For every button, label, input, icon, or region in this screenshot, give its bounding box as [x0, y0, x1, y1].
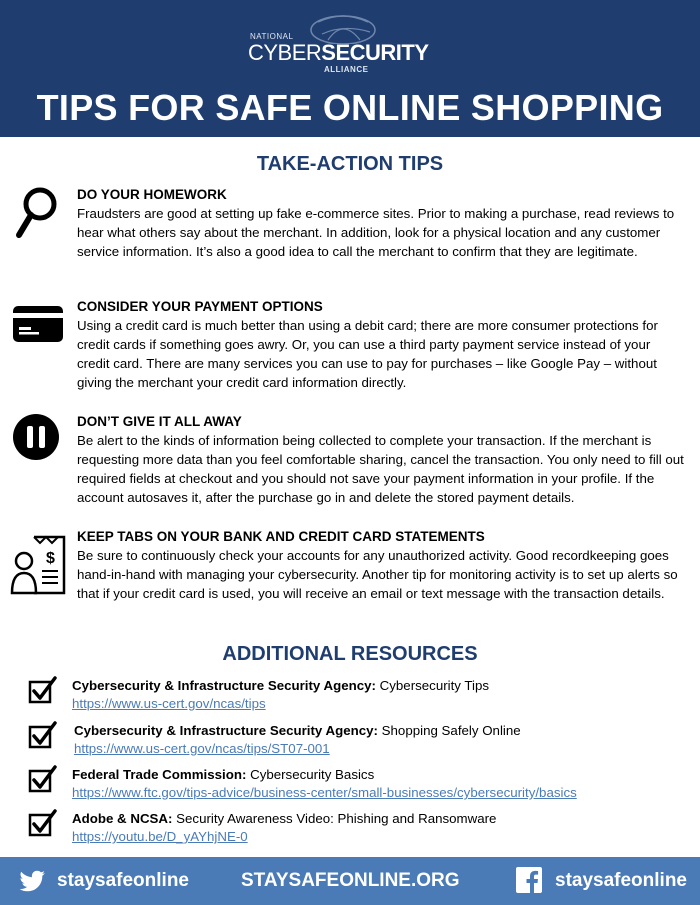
tip-do-your-homework: [77, 186, 685, 261]
resource-item: [74, 722, 684, 758]
header-banner: [0, 0, 700, 137]
resource-item: [72, 810, 682, 846]
resource-link[interactable]: https://www.us-cert.gov/ncas/tips: [72, 696, 266, 711]
resource-link[interactable]: https://www.us-cert.gov/ncas/tips/ST07-001: [74, 741, 330, 756]
resource-source: Cybersecurity & Infrastructure Security Agency:: [74, 723, 378, 738]
tip-body: Be sure to continuously check your accounts for any unauthorized activity. Good recordkeeping goes hand-in-hand with managing your cybersecurity. Another tip for monitoring activity is to set up alerts so that if your credit card is used, you will receive an email or text message with the transaction details.: [77, 548, 678, 601]
pause-icon: [12, 413, 60, 466]
take-action-heading: TAKE-ACTION TIPS: [256, 153, 444, 175]
twitter-icon[interactable]: [18, 870, 46, 899]
resource-item: [72, 677, 682, 713]
tip-title: KEEP TABS ON YOUR BANK AND CREDIT CARD STATEMENTS: [77, 529, 485, 544]
checkbox-icon: [28, 676, 58, 711]
footer-bar: [0, 857, 700, 905]
resource-title: Cybersecurity Tips: [375, 678, 490, 693]
credit-card-icon: [12, 305, 64, 348]
resource-item: [72, 766, 682, 802]
resource-link[interactable]: https://www.ftc.gov/tips-advice/business-center/small-businesses/cybersecurity/basics: [72, 785, 577, 800]
resources-heading: ADDITIONAL RESOURCES: [222, 643, 478, 665]
resource-title: Cybersecurity Basics: [246, 767, 375, 782]
checkbox-icon: [28, 809, 58, 844]
resource-link[interactable]: https://youtu.be/D_yAYhjNE-0: [72, 829, 248, 844]
page-title: TIPS FOR SAFE ONLINE SHOPPING: [36, 87, 664, 128]
facebook-handle[interactable]: staysafeonline: [555, 870, 687, 891]
tip-body: Fraudsters are good at setting up fake e-commerce sites. Prior to making a purchase, read reviews to hear what others say about the merchant. In addition, look for a physical location and any customer service information. It’s also a good idea to call the merchant to confirm that they are legitimate.: [77, 206, 675, 259]
resource-title: Shopping Safely Online: [377, 723, 521, 738]
tip-title: DON’T GIVE IT ALL AWAY: [77, 414, 242, 429]
tip-keep-tabs: [77, 528, 685, 603]
globe-icon: [308, 10, 378, 44]
tip-payment-options: [77, 298, 685, 392]
statement-icon: [10, 533, 68, 602]
resource-source: Cybersecurity & Infrastructure Security Agency:: [72, 678, 376, 693]
tip-title: DO YOUR HOMEWORK: [77, 187, 227, 202]
resource-source: Federal Trade Commission:: [72, 767, 247, 782]
tip-body: Using a credit card is much better than using a debit card; there are more consumer protections for credit cards if something goes awry. Or, you can use a third party payment service instead of your credit card. There are many services you can use to pay for purchases – like Google Pay – without giving the merchant your credit card information directly.: [77, 318, 658, 390]
tip-body: Be alert to the kinds of information being collected to complete your transaction. If the merchant is requesting more data than you feel comfortable sharing, cancel the transaction. You only need to fill out required fields at checkout and you should not save your payment information in your profile. If the account autosaves it, after the purchase go in and delete the stored payment details.: [77, 433, 684, 505]
tip-dont-give-it-all-away: [77, 413, 685, 507]
checkbox-icon: [28, 721, 58, 756]
logo-wordmark: CYBERSECURITY: [248, 40, 429, 65]
checkbox-icon: [28, 765, 58, 800]
svg-text:$: $: [46, 550, 55, 567]
magnifying-glass-icon: [14, 186, 60, 245]
twitter-handle[interactable]: staysafeonline: [57, 870, 189, 891]
website-link[interactable]: STAYSAFEONLINE.ORG: [241, 870, 460, 891]
ncsa-logo: [248, 10, 448, 76]
facebook-icon[interactable]: [516, 867, 542, 893]
logo-national: NATIONAL: [250, 32, 294, 41]
resource-source: Adobe & NCSA:: [72, 811, 173, 826]
tip-title: CONSIDER YOUR PAYMENT OPTIONS: [77, 299, 323, 314]
resource-title: Security Awareness Video: Phishing and Ransomware: [172, 811, 497, 826]
logo-alliance: ALLIANCE: [324, 65, 369, 74]
